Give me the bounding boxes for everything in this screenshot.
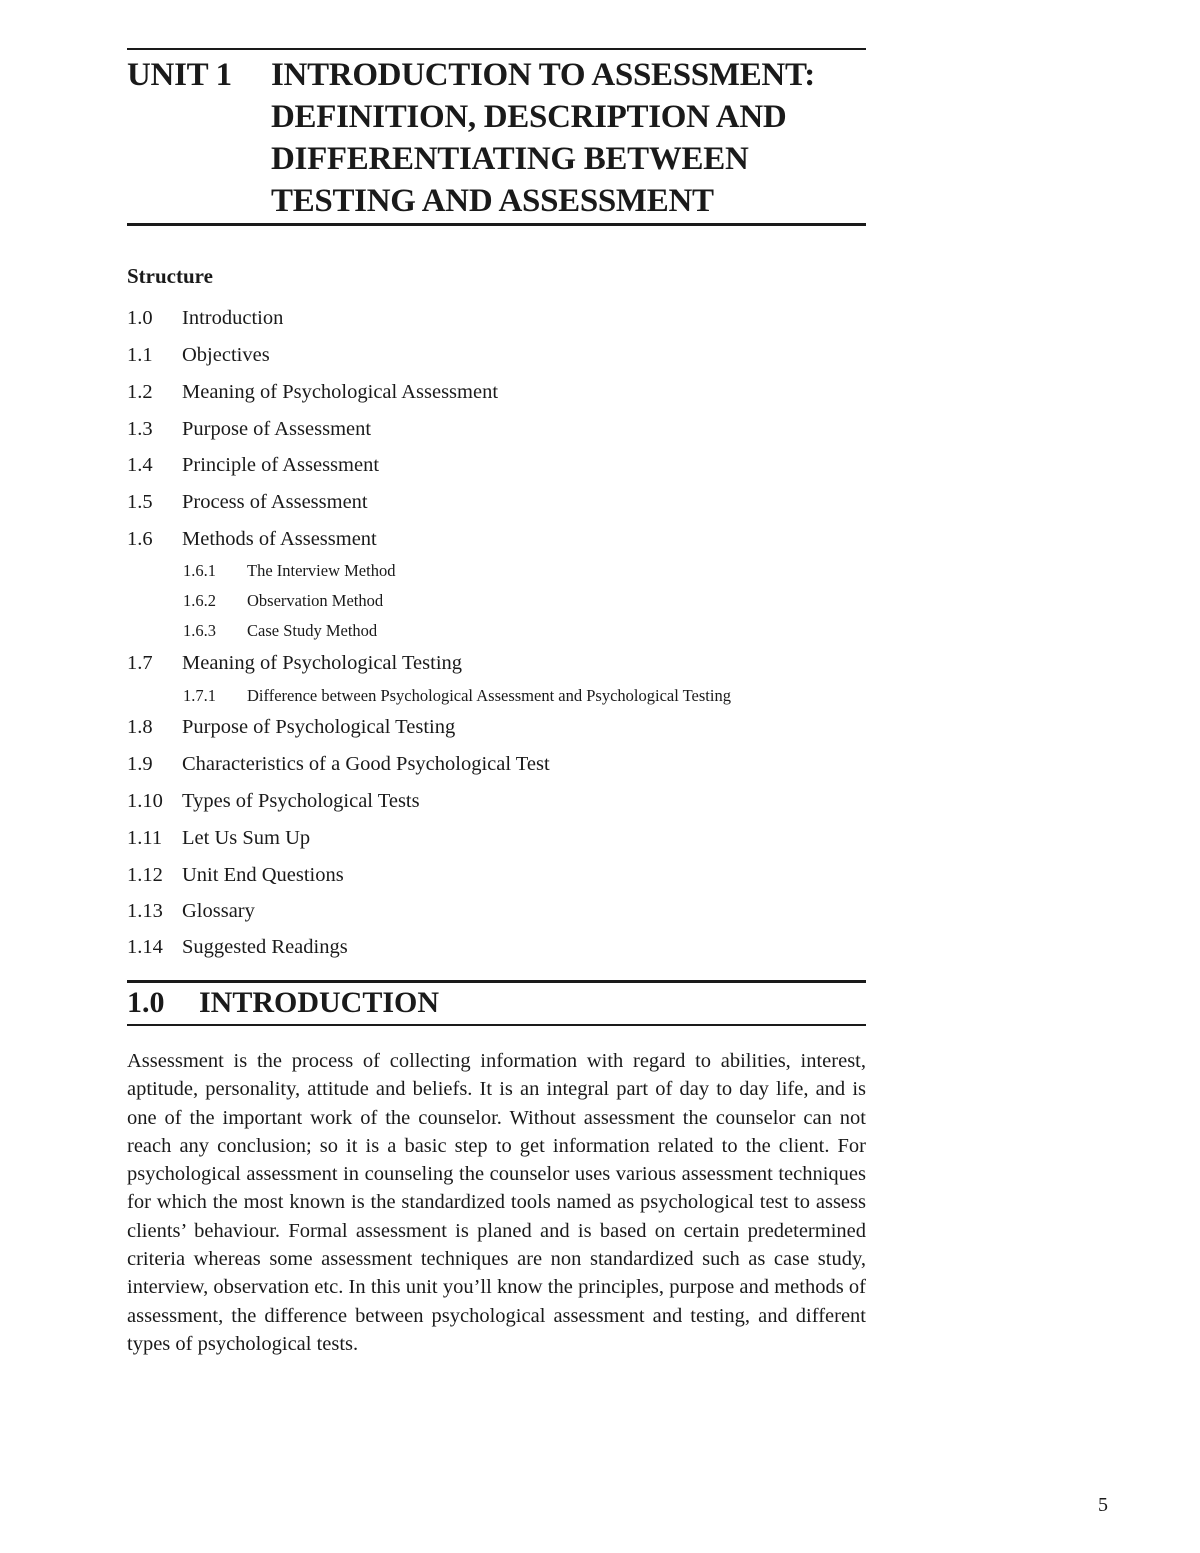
toc-item-label: Difference between Psychological Assessment and Psychological Testing <box>247 686 731 705</box>
toc-item-label: The Interview Method <box>247 561 396 580</box>
toc-item-number: 1.14 <box>127 936 163 958</box>
toc-item-label: Let Us Sum Up <box>182 827 311 849</box>
toc-item-label: Meaning of Psychological Assessment <box>182 381 499 403</box>
toc-item-number: 1.12 <box>127 864 163 886</box>
toc-item-label: Meaning of Psychological Testing <box>182 652 463 674</box>
toc-item-number: 1.6.1 <box>183 561 216 580</box>
unit-title-line: DIFFERENTIATING BETWEEN <box>271 141 749 177</box>
toc-item-number: 1.10 <box>127 790 163 812</box>
toc-item-label: Introduction <box>182 307 284 329</box>
toc-item-label: Observation Method <box>247 591 384 610</box>
toc-item-label: Purpose of Assessment <box>182 418 372 440</box>
toc-item-number: 1.3 <box>127 418 153 440</box>
toc-item-number: 1.11 <box>127 827 163 849</box>
toc-item-label: Objectives <box>182 344 270 366</box>
toc-item-label: Principle of Assessment <box>182 454 380 476</box>
section-top-rule <box>127 980 866 983</box>
toc-item-number: 1.6.2 <box>183 591 216 610</box>
toc-item-label: Glossary <box>182 900 255 922</box>
toc-item-number: 1.6.3 <box>183 621 216 640</box>
unit-title-lines <box>271 54 815 222</box>
section-title: INTRODUCTION <box>199 986 440 1019</box>
toc-item-label: Case Study Method <box>247 621 378 640</box>
toc-item-number: 1.9 <box>127 753 153 775</box>
introduction-paragraph: Assessment is the process of collecting information with regard to abilities, interest, aptitude, personality, attitude and beliefs. It is an integral part of day to day life, and is one of the important work of the counselor. Without assessment the counselor can not reach any conclusion; so it is a basic step to get information related to the client. For psychological assessment in counseling the counselor uses various assessment techniques for which the most known is the standardized tools named as psychological test to assess clients’ behaviour. Formal assessment is planed and is based on certain predetermined criteria whereas some assessment techniques are non standardized such as case study, interview, observation etc. In this unit you’ll know the principles, purpose and methods of assessment, the difference between psychological assessment and testing, and different types of psychological tests. <box>127 1050 866 1355</box>
toc-item-number: 1.8 <box>127 716 153 738</box>
toc-item-number: 1.4 <box>127 454 153 476</box>
toc-item-label: Suggested Readings <box>182 936 348 958</box>
unit-title-line: INTRODUCTION TO ASSESSMENT: <box>271 57 815 93</box>
toc-item-number: 1.5 <box>127 491 153 513</box>
title-top-rule <box>127 48 866 50</box>
toc-item-label: Methods of Assessment <box>182 528 377 550</box>
toc-item-label: Characteristics of a Good Psychological Test <box>182 753 550 775</box>
toc-item-number: 1.7.1 <box>183 686 216 705</box>
unit-title-line: DEFINITION, DESCRIPTION AND <box>271 99 787 135</box>
structure-heading: Structure <box>127 264 213 288</box>
section-bottom-rule <box>127 1024 866 1026</box>
toc-item-label: Unit End Questions <box>182 864 344 886</box>
toc-item-number: 1.6 <box>127 528 153 550</box>
unit-number: UNIT 1 <box>127 57 232 93</box>
unit-title-line: TESTING AND ASSESSMENT <box>271 183 714 219</box>
toc-item-number: 1.2 <box>127 381 153 403</box>
toc-item-number: 1.1 <box>127 344 153 366</box>
toc-item-number: 1.0 <box>127 307 153 329</box>
toc-item-number: 1.7 <box>127 652 153 674</box>
title-bottom-rule <box>127 223 866 226</box>
toc-item-label: Purpose of Psychological Testing <box>182 716 456 738</box>
toc-item-number: 1.13 <box>127 900 163 922</box>
toc-item-label: Types of Psychological Tests <box>182 790 420 812</box>
toc-item-label: Process of Assessment <box>182 491 368 513</box>
section-number: 1.0 <box>127 986 165 1019</box>
page-number: 5 <box>1098 1494 1108 1516</box>
